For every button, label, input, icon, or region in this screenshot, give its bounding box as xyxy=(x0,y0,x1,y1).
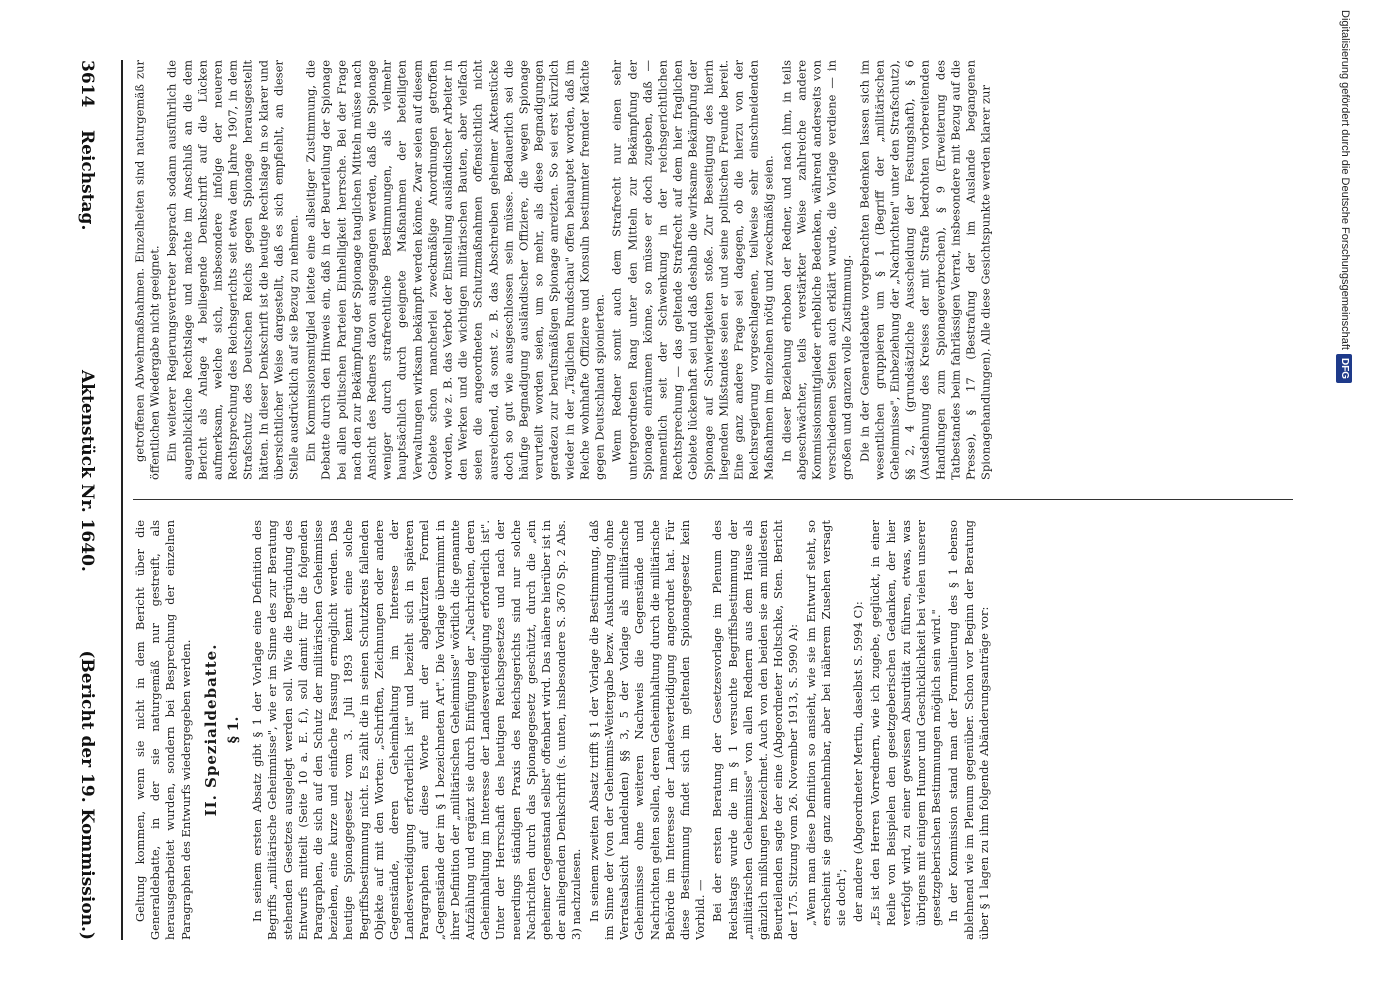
left-paragraph: Die in der Generaldebatte vorgebrachten Bedenken lassen sich im wesentlichen gruppieren um § 1 (Begriff der „militärischen Geheimnisse", Einbeziehung der „Nachrichten" unter den Strafschutz), §§ 2, 4 (grundsätzliche Ausscheidung der Festungshaft), § 6 (Ausdehnung des Kreises der mit Strafe bedrohten vorbereitenden Handlungen zum Spionageverbrechen), § 9 (Erweiterung des Tatbestandes beim fahrlässigen Verrat, insbesondere mit Bezug auf die Presse), § 17 (Bestrafung der im Auslande begangenen Spionagehandlungen). Alle diese Gesichtspunkte werden klarer zur xyxy=(857,60,994,480)
header-left-title: Reichstag. xyxy=(77,130,97,231)
column-divider xyxy=(133,499,1293,500)
left-column xyxy=(133,60,1293,480)
right-column xyxy=(133,520,1293,940)
right-paragraph: In seinem ersten Absatz gibt § 1 der Vorlage eine Definition des Begriffs „militärische Geheimnisse", wie er im Sinne des zur Beratung stehenden Gesetzes ausgelegt werden soll. Wie die Begründung des Entwurfs mitteilt (Seite 10 a. E. f.), soll damit für die folgenden Paragraphen, die sich auf den Schutz der militärischen Geheimnisse beziehen, eine kurze und einfache Fassung ermöglicht werden. Das heutige Spionagegesetz vom 3. Juli 1893 kennt eine solche Begriffsbestimmung nicht. Es zählt die in seinen Schutzkreis fallenden Objekte auf mit den Worten: „Schriften, Zeichnungen oder andere Gegenstände, deren Geheimhaltung im Interesse der Landesverteidigung erforderlich ist" und bezieht sich in späteren Paragraphen auf diese Worte mit der abgekürzten Formel „Gegenstände der im § 1 bezeichneten Art". Die Vorlage übernimmt in ihrer Definition der „militärischen Geheimnisse" wörtlich die genannte Aufzählung und ergänzt sie durch Einfügung der „Nachrichten, deren Geheimhaltung im Interesse der Landesverteidigung erforderlich ist". Unter der Herrschaft des heutigen Reichsgesetzes und nach der neuerdings ständigen Praxis des Reichsgerichts sind nur solche Nachrichten durch das Spionagegesetz geschützt, durch die „ein geheimer Gegenstand selbst" offenbart wird. Das nähere hierüber ist in der anliegenden Denkschrift (s. unten, insbesondere S. 3670 Sp. 2 Abs. 3) nachzulesen. xyxy=(250,520,584,940)
header-rule xyxy=(121,60,123,940)
left-paragraph: Wenn Redner somit auch dem Strafrecht nur einen sehr untergeordneten Rang unter den Mitteln zur Bekämpfung der Spionage einräumen könne, so müsse er doch zugeben, daß — namentlich seit der Schwenkung in der reichsgerichtlichen Rechtsprechung — das geltende Strafrecht auf dem hier fraglichen Gebiete lückenhaft sei und daß deshalb die wirksame Bekämpfung der Spionage auf Schwierigkeiten stoße. Zur Beseitigung des hierin liegenden Mißstandes seien er und seine politischen Freunde bereit. Eine ganz andere Frage sei dagegen, ob die hierzu von der Reichsregierung vorgeschlagenen, teilweise sehr einschneidenden Maßnahmen im einzelnen nötig und zweckmäßig seien. xyxy=(610,60,777,480)
right-paragraph: In der Kommission stand man der Formulierung des § 1 ebenso ablehnend wie im Plenum gegenüber. Schon vor Beginn der Beratung über § 1 lagen zu ihm folgende Abänderungsanträge vor: xyxy=(946,520,991,940)
left-paragraph: Ein weiterer Regierungsvertreter besprach sodann ausführlich die augenblickliche Rechtslage und machte im Anschluß an die dem Bericht als Anlage 4 beiliegende Denkschrift auf die Lücken aufmerksam, welche sich, insbesondere infolge der neueren Rechtsprechung des Reichsgerichts seit etwa dem Jahre 1907, in dem Strafschutz des Deutschen Reichs gegen Spionage herausgestellt hätten. In dieser Denkschrift ist die heutige Rechtslage in so klarer und übersichtlicher Weise dargestellt, daß es sich empfiehlt, an dieser Stelle ausdrücklich auf sie Bezug zu nehmen. xyxy=(165,60,302,480)
header-right-title: (Bericht der 19. Kommission.) xyxy=(77,650,97,940)
paragraph-heading: § 1. xyxy=(226,716,243,744)
left-paragraph: In dieser Beziehung erhoben der Redner, und nach ihm, in teils abgeschwächter, teils verstärkter Weise zahlreiche andere Kommissionsmitglieder erhebliche Bedenken, während anderseits von verschiedenen Seiten auch erklärt wurde, die Vorlage verdiene — in großen und ganzen volle Zustimmung. xyxy=(779,60,855,480)
right-paragraph: der andere (Abgeordneter Mertin, daselbst S. 5994 C): xyxy=(851,601,866,922)
right-paragraph: In seinem zweiten Absatz trifft § 1 der Vorlage die Bestimmung, daß im Sinne der (von der Geheimnis-Weitergabe bezw. Auskundung ohne Verratsabsicht handelnden) §§ 3, 5 der Vorlage als militärische Geheimnisse ohne weiteren Nachweis die Gegenstände und Nachrichten gelten sollen, deren Geheimhaltung durch die militärische Behörde im Interesse der Landesverteidigung angeordnet hat. Für diese Bestimmung findet sich im geltenden Spionagegesetz kein Vorbild. — xyxy=(586,520,708,940)
page-number: 3614 xyxy=(77,60,97,108)
right-paragraph: Geltung kommen, wenn sie nicht in dem Bericht über die Generaldebatte, in der sie naturgemäß nur gestreift, als herausgearbeitet wurden, sondern bei Besprechung der einzelnen Paragraphen des Entwurfs wiedergegeben werden. xyxy=(133,520,193,940)
left-paragraph: getroffenen Abwehrmaßnahmen. Einzelheiten sind naturgemäß zur öffentlichen Wiedergabe nicht geeignet. xyxy=(133,60,163,480)
quote-paragraph: „Wenn man diese Definition so ansieht, wie sie im Entwurf steht, so erscheint sie ganz annehmbar, aber bei näherem Zusehen versagt sie doch"; xyxy=(803,520,848,926)
quote-paragraph: „Es ist den Herren Vorrednern, wie ich zugebe, geglückt, in einer Reihe von Beispielen den gesetzgeberischen Gedanken, der hier verfolgt wird, zu einer gewissen Absurdität zu führen, etwas, was übrigens mit einigem Humor und Geschicklichkeit bei vielen unserer gesetzgeberischen Bestimmungen möglich sein wird." xyxy=(868,520,944,926)
right-paragraph: Bei der ersten Beratung der Gesetzesvorlage im Plenum des Reichstags wurde die im § 1 versuchte Begriffsbestimmung der „militärischen Geheimnisse" von allen Rednern aus dem Hause als gänzlich mißlungen bezeichnet. Auch von den beiden sie am mildesten Beurteilenden sagte der eine (Abgeordneter Holtschke, Sten. Bericht der 175. Sitzung vom 26. November 1913, S. 5990 A): xyxy=(710,520,801,940)
left-paragraph: Ein Kommissionsmitglied leitete eine allseitiger Zustimmung, die Debatte durch den Hinweis ein, daß in der Beurteilung der Spionage bei allen politischen Parteien Einhelligkeit herrsche. Bei der Frage nach den zur Bekämpfung der Spionage tauglichen Mitteln müsse nach Ansicht des Redners davon ausgegangen werden, daß die Spionage weniger durch strafrechtliche Bestimmungen, als vielmehr hauptsächlich durch geeignete Maßnahmen der beteiligten Verwaltungen wirksam bekämpft werden könne. Zwar seien auf diesem Gebiete schon mancherlei zweckmäßige Anordnungen getroffen worden, wie z. B. das Verbot der Einstellung ausländischer Arbeiter in den Werken und die wichtigen militärischen Bauten, aber vielfach seien die angeordneten Schutzmaßnahmen offensichtlich nicht ausreichend, da sonst z. B. das Abschreiben geheimer Aktenstücke doch so gut wie ausgeschlossen sein müsse. Bedauerlich sei die häufige Begnadigung ausländischer Offiziere, die wegen Spionage verurteilt worden seien, um so mehr, als diese Begnadigungen geradezu zur berufsmäßigen Spionage anreizten. So sei erst kürzlich wieder in der „Täglichen Rundschau" offen behauptet worden, daß im Reiche wohnhafte Offiziere und Konsuln bestimmter fremder Mächte gegen Deutschland spionierten. xyxy=(304,60,608,480)
credit-text: Digitalisierung gefördert durch die Deutsche Forschungsgemeinschaft xyxy=(1339,10,1351,350)
section-heading: II. Spezialdebatte. xyxy=(201,643,220,817)
page-header xyxy=(55,60,115,940)
header-center-title: Aktenstück Nr. 1640. xyxy=(77,370,97,572)
dfg-logo: DFG xyxy=(1336,354,1352,383)
digitization-credit xyxy=(1330,10,1360,990)
